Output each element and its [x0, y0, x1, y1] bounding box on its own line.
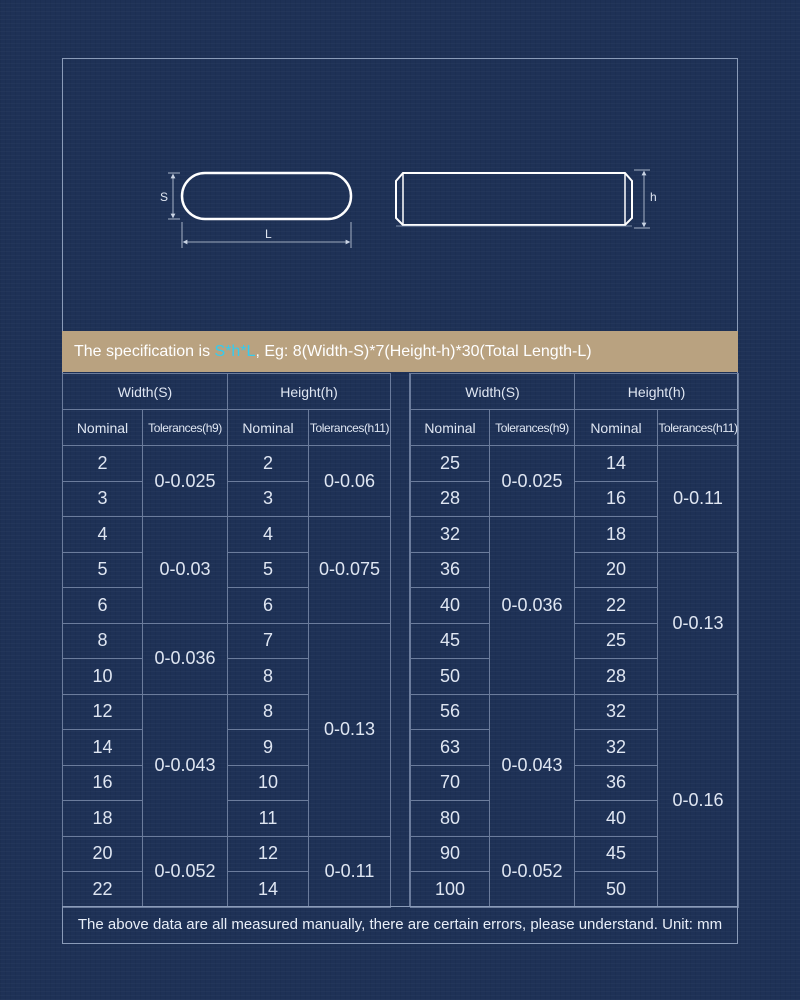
- header-height: Height(h): [575, 374, 739, 410]
- height-nominal-cell: 14: [575, 446, 658, 482]
- width-nominal-cell: 22: [63, 872, 143, 908]
- width-tolerance-cell: 0-0.025: [143, 446, 228, 517]
- height-nominal-cell: 18: [575, 517, 658, 553]
- width-tolerance-cell: 0-0.03: [143, 517, 228, 624]
- height-nominal-cell: 4: [228, 517, 309, 553]
- width-nominal-cell: 40: [411, 588, 490, 624]
- width-nominal-cell: 18: [63, 801, 143, 837]
- height-nominal-cell: 50: [575, 872, 658, 908]
- specification-banner: [62, 331, 738, 372]
- width-tolerance-cell: 0-0.052: [143, 836, 228, 907]
- footer-note: The above data are all measured manually, there are certain errors, please understand. Unit: mm: [62, 906, 738, 944]
- width-nominal-cell: 36: [411, 552, 490, 588]
- height-nominal-cell: 3: [228, 481, 309, 517]
- width-nominal-cell: 3: [63, 481, 143, 517]
- header-height: Height(h): [228, 374, 391, 410]
- width-nominal-cell: 2: [63, 446, 143, 482]
- height-tolerance-cell: 0-0.16: [658, 694, 739, 907]
- height-nominal-cell: 20: [575, 552, 658, 588]
- height-tolerance-cell: 0-0.11: [309, 836, 391, 907]
- width-nominal-cell: 56: [411, 694, 490, 730]
- width-nominal-cell: 45: [411, 623, 490, 659]
- header-tolerance-h11: Tolerances(h11): [658, 410, 739, 446]
- height-nominal-cell: 6: [228, 588, 309, 624]
- height-tolerance-cell: 0-0.13: [309, 623, 391, 836]
- height-nominal-cell: 9: [228, 730, 309, 766]
- height-tolerance-cell: 0-0.11: [658, 446, 739, 553]
- banner-prefix: The specification is: [74, 343, 215, 360]
- height-nominal-cell: 14: [228, 872, 309, 908]
- key-side-view: [396, 173, 632, 225]
- height-nominal-cell: 8: [228, 659, 309, 695]
- header-nominal: Nominal: [411, 410, 490, 446]
- width-tolerance-cell: 0-0.036: [143, 623, 228, 694]
- height-nominal-cell: 8: [228, 694, 309, 730]
- height-nominal-cell: 25: [575, 623, 658, 659]
- height-nominal-cell: 32: [575, 694, 658, 730]
- header-nominal: Nominal: [63, 410, 143, 446]
- width-nominal-cell: 63: [411, 730, 490, 766]
- width-nominal-cell: 80: [411, 801, 490, 837]
- spec-table-right: [410, 373, 739, 908]
- banner-highlight: S*h*L: [214, 343, 256, 360]
- key-top-view: [182, 173, 351, 219]
- height-nominal-cell: 40: [575, 801, 658, 837]
- height-nominal-cell: 7: [228, 623, 309, 659]
- height-nominal-cell: 5: [228, 552, 309, 588]
- header-width: Width(S): [411, 374, 575, 410]
- height-nominal-cell: 22: [575, 588, 658, 624]
- width-tolerance-cell: 0-0.036: [490, 517, 575, 695]
- height-tolerance-cell: 0-0.075: [309, 517, 391, 624]
- width-nominal-cell: 70: [411, 765, 490, 801]
- width-nominal-cell: 25: [411, 446, 490, 482]
- width-nominal-cell: 5: [63, 552, 143, 588]
- height-nominal-cell: 32: [575, 730, 658, 766]
- width-nominal-cell: 50: [411, 659, 490, 695]
- banner-suffix: , Eg: 8(Width-S)*7(Height-h)*30(Total Length-L): [255, 343, 592, 360]
- height-nominal-cell: 10: [228, 765, 309, 801]
- height-nominal-cell: 16: [575, 481, 658, 517]
- header-nominal: Nominal: [575, 410, 658, 446]
- header-width: Width(S): [63, 374, 228, 410]
- height-nominal-cell: 12: [228, 836, 309, 872]
- table-gap: [390, 373, 410, 906]
- width-nominal-cell: 16: [63, 765, 143, 801]
- width-tolerance-cell: 0-0.043: [490, 694, 575, 836]
- spec-table-left: [62, 373, 391, 908]
- height-nominal-cell: 45: [575, 836, 658, 872]
- width-nominal-cell: 10: [63, 659, 143, 695]
- label-h: h: [650, 190, 657, 204]
- width-nominal-cell: 90: [411, 836, 490, 872]
- header-tolerance-h9: Tolerances(h9): [143, 410, 228, 446]
- width-tolerance-cell: 0-0.043: [143, 694, 228, 836]
- width-nominal-cell: 28: [411, 481, 490, 517]
- height-nominal-cell: 36: [575, 765, 658, 801]
- width-tolerance-cell: 0-0.052: [490, 836, 575, 907]
- width-nominal-cell: 32: [411, 517, 490, 553]
- label-s: S: [160, 190, 169, 204]
- height-nominal-cell: 28: [575, 659, 658, 695]
- width-nominal-cell: 8: [63, 623, 143, 659]
- width-nominal-cell: 14: [63, 730, 143, 766]
- height-nominal-cell: 2: [228, 446, 309, 482]
- label-l: L: [265, 227, 272, 241]
- width-tolerance-cell: 0-0.025: [490, 446, 575, 517]
- key-dimension-diagram: [0, 0, 800, 330]
- width-nominal-cell: 4: [63, 517, 143, 553]
- width-nominal-cell: 100: [411, 872, 490, 908]
- height-tolerance-cell: 0-0.13: [658, 552, 739, 694]
- header-tolerance-h11: Tolerances(h11): [309, 410, 391, 446]
- height-tolerance-cell: 0-0.06: [309, 446, 391, 517]
- height-nominal-cell: 11: [228, 801, 309, 837]
- header-tolerance-h9: Tolerances(h9): [490, 410, 575, 446]
- width-nominal-cell: 6: [63, 588, 143, 624]
- header-nominal: Nominal: [228, 410, 309, 446]
- width-nominal-cell: 20: [63, 836, 143, 872]
- width-nominal-cell: 12: [63, 694, 143, 730]
